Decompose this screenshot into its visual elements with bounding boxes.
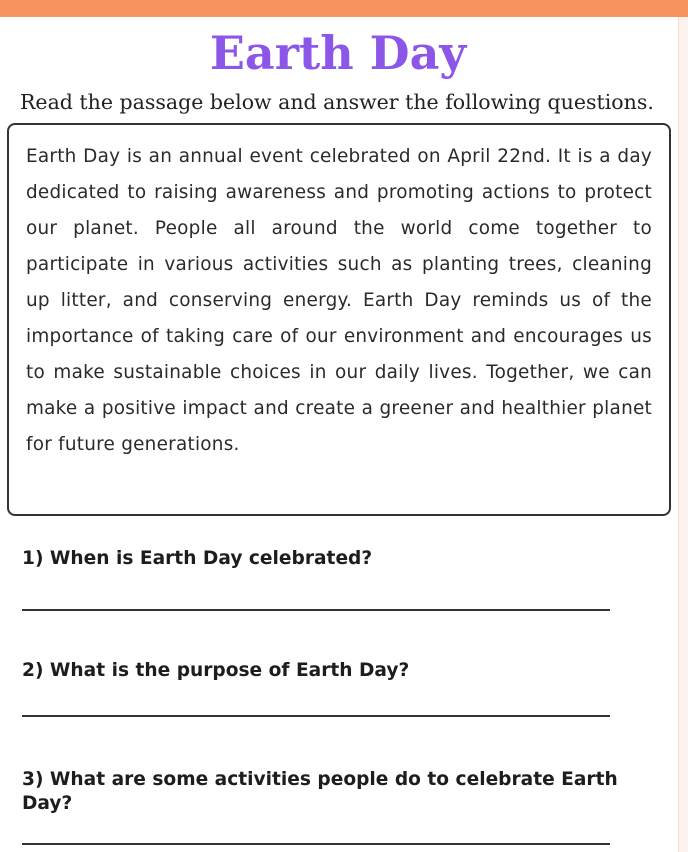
page-edge bbox=[678, 17, 688, 852]
question-3: 3) What are some activities people do to celebrate Earth Day? bbox=[22, 769, 618, 814]
question-2: 2) What is the purpose of Earth Day? bbox=[22, 660, 410, 681]
top-accent-bar bbox=[0, 0, 688, 17]
instructions-text: Read the passage below and answer the following questions. bbox=[20, 90, 654, 114]
answer-line-3[interactable] bbox=[22, 843, 610, 845]
answer-line-2[interactable] bbox=[22, 715, 610, 717]
question-1: 1) When is Earth Day celebrated? bbox=[22, 548, 373, 569]
passage-box bbox=[7, 123, 671, 516]
worksheet-title: Earth Day bbox=[209, 26, 467, 80]
passage-text: Earth Day is an annual event celebrated on April 22nd. It is a day dedicated to raising awareness and promoting actions to protect our planet. People all around the world come together to participate in various activities such as planting trees, cleaning up litter, and conserving energy. Earth Day reminds us of the importance of taking care of our environment and encourages us to make sustainable choices in our daily lives. Together, we can make a positive impact and create a greener and healthier planet for future generations. bbox=[26, 146, 652, 455]
answer-line-1[interactable] bbox=[22, 609, 610, 611]
